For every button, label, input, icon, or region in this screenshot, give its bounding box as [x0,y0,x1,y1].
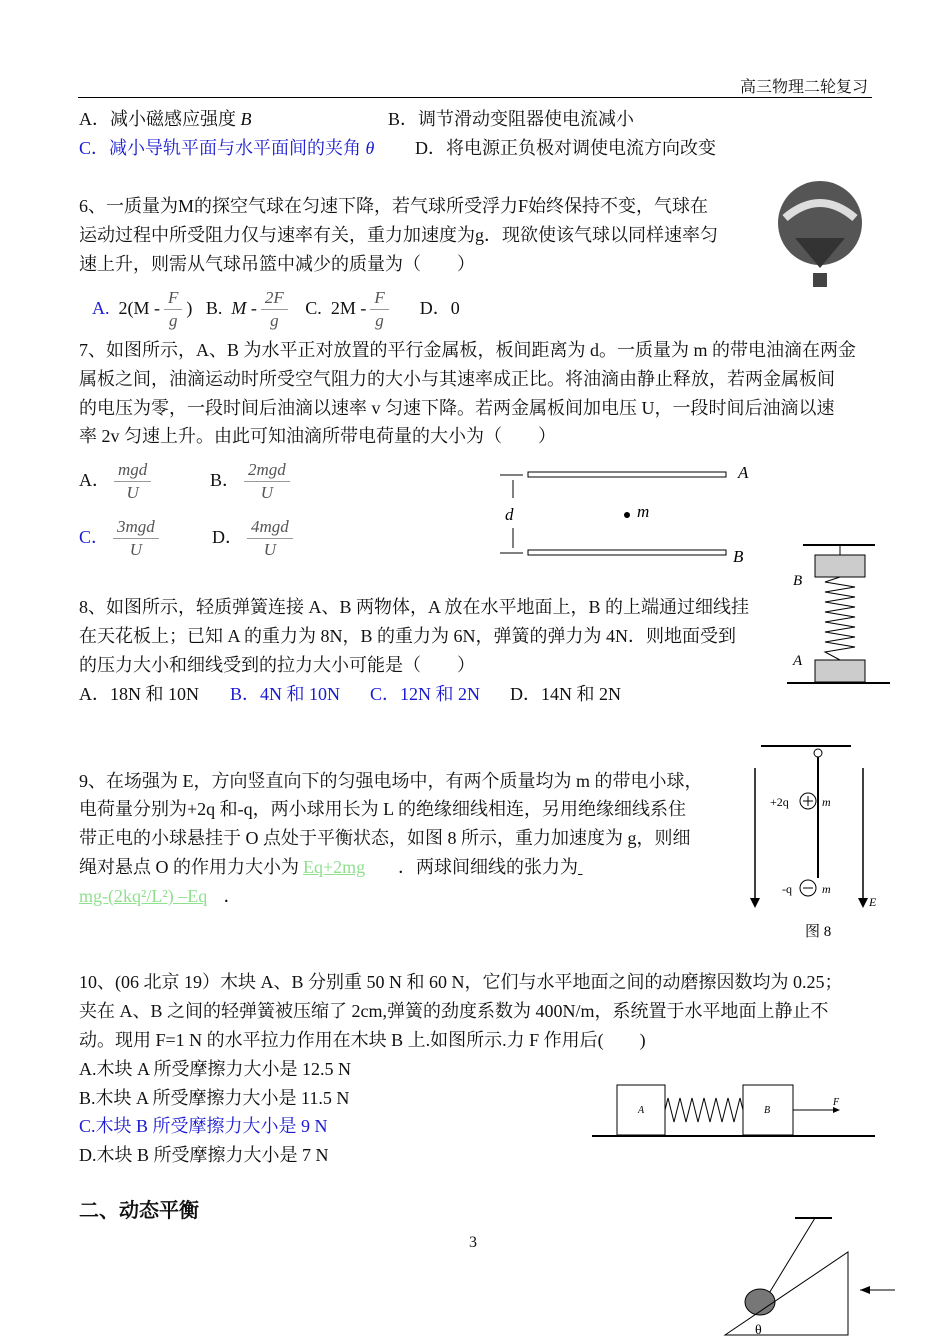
q7-option-b: B． $\frac{\text{2mgd}}{U}$ [210,455,294,505]
q10-option-b: B.木块 A 所受摩擦力大小是 11.5 N [79,1088,350,1108]
q9-line-5: mg-(2kq²/L²) –Eq ． [79,886,242,906]
svg-text:θ: θ [755,1323,762,1338]
svg-text:A: A [738,463,749,482]
q8-option-c: C．12N 和 2N [370,684,481,704]
q10-line: 10、(06 北京 19）木块 A、B 分别重 50 N 和 60 N，它们与水平地面之间的动磨擦因数均为 0.25； [79,972,843,992]
svg-text:B: B [764,1105,771,1116]
q10-line: 动。现用 F=1 N 的水平拉力作用在木块 B 上.如图所示.力 F 作用后( ) [79,1030,646,1050]
q5-option-a: A．减小磁感应强度 B [79,109,252,129]
q7-option-c: C． $\frac{\text{3mgd}}{U}$ [79,512,163,562]
q6-line: 运动过程中所受阻力仅与速率有关，重力加速度为g．现欲使该气球以同样速率匀 [79,225,718,245]
q7-line: 率 2v 匀速上升。由此可知油滴所带电荷量的大小为（ ） [79,426,556,446]
svg-text:B: B [733,547,744,566]
q7-option-a: A． $\frac{\text{mgd}}{U}$ [79,455,155,505]
q9-line: 带正电的小球悬挂于 O 点处于平衡状态，如图 8 所示，重力加速度为 g，则细 [79,828,691,848]
svg-text:-q: -q [782,882,792,896]
q8-option-b: B．4N 和 10N [230,684,341,704]
q8-line: 的压力大小和细线受到的拉力大小可能是（ ） [79,655,475,675]
svg-text:d: d [505,505,514,524]
svg-text:B: B [793,573,803,589]
q9-line: 电荷量分别为+2q 和-q，两小球用长为 L 的绝缘细线相连，另用绝缘细线系住 [79,799,686,819]
q5-option-c: C．减小导轨平面与水平面间的夹角 θ [79,138,375,158]
svg-text:图 8: 图 8 [805,924,832,940]
svg-text:+2q: +2q [770,795,789,809]
q7-line: 7、如图所示，A、B 为水平正对放置的平行金属板，板间距离为 d。一质量为 m 的带电油滴在两金 [79,340,857,360]
svg-text:A: A [793,653,803,669]
header-title: 高三物理二轮复习 [740,79,869,96]
q10-option-a: A.木块 A 所受摩擦力大小是 12.5 N [79,1059,352,1079]
spring-figure [785,535,895,695]
q10-line: 夹在 A、B 之间的轻弹簧被压缩了 2cm,弹簧的劲度系数为 400N/m，系统置于水平地面上静止不 [79,1001,829,1021]
svg-text:F: F [833,1097,840,1108]
answer-blank-1: Eq+2mg [303,857,366,877]
balloon-image [775,178,870,298]
header-rule [78,97,872,98]
q9-line: 9、在场强为 E，方向竖直向下的匀强电场中，有两个质量均为 m 的带电小球， [79,771,703,791]
q10-option-c: C.木块 B 所受摩擦力大小是 9 N [79,1116,328,1136]
q7-option-d: D． $\frac{\text{4mgd}}{U}$ [212,512,297,562]
q6-options: A. 2(M - $\frac{F}{g}$ ) B. M - $\frac{2F}{g}$ C. 2M - $\frac{F}{g}$ D．0 [92,288,460,331]
q8-option-d: D．14N 和 2N [510,684,621,704]
q8-line: 在天花板上；已知 A 的重力为 8N，B 的重力为 6N，弹簧的弹力为 4N．则地面受到 [79,626,737,646]
page-number: 3 [469,1234,477,1251]
capacitor-figure [495,460,755,570]
q7-line: 属板之间，油滴运动时所受空气阻力的大小与其速率成正比。将油滴由静止释放，若两金属板间 [79,369,835,389]
section-title: 二、动态平衡 [79,1200,199,1222]
svg-text:m: m [822,882,831,896]
svg-text:E: E [869,895,877,909]
svg-text:m: m [822,795,831,809]
q8-option-a: A．18N 和 10N [79,684,199,704]
charged-balls-figure [745,738,885,943]
q5-option-d: D．将电源正负极对调使电流方向改变 [415,138,716,158]
q6-line: 6、一质量为M的探空气球在匀速下降，若气球所受浮力F始终保持不变，气球在 [79,196,709,216]
answer-blank-2: mg-(2kq²/L²) –Eq [79,886,208,906]
svg-text:A: A [638,1105,645,1116]
svg-text:m: m [637,502,650,521]
q8-line: 8、如图所示，轻质弹簧连接 A、B 两物体，A 放在水平地面上，B 的上端通过细线挂 [79,597,750,617]
blocks-figure [590,1080,880,1145]
q6-line: 速上升，则需从气球吊篮中减少的质量为（ ） [79,254,475,274]
q9-line-4: 绳对悬点 O 的作用力大小为 Eq+2mg ．两球间细线的张力为 [79,857,578,877]
q5-option-b: B．调节滑动变阻器使电流减小 [388,109,635,129]
q7-line: 的电压为零，一段时间后油滴以速率 v 匀速下降。若两金属板间加电压 U，一段时间后油滴以速 [79,398,835,418]
incline-figure [720,1210,900,1342]
q10-option-d: D.木块 B 所受摩擦力大小是 7 N [79,1145,329,1165]
